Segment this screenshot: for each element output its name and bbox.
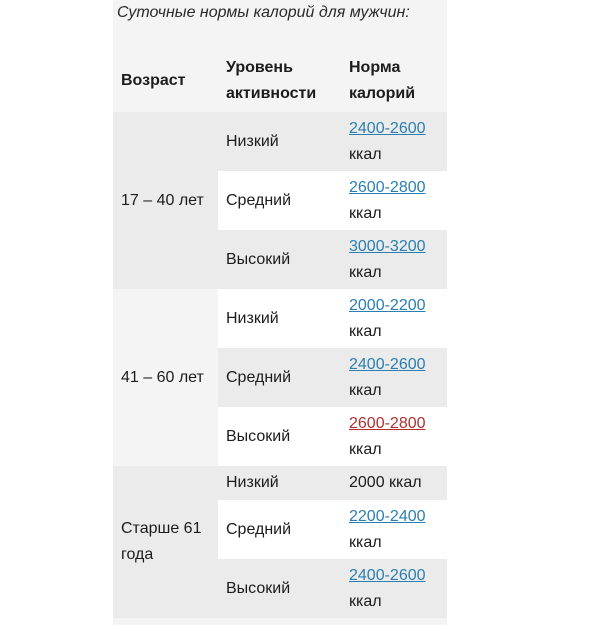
norm-cell xyxy=(341,289,447,348)
calorie-range-link[interactable]: 2400-2600 xyxy=(349,355,426,373)
calorie-range-link[interactable]: 2400-2600 xyxy=(349,566,426,584)
activity-cell: Высокий xyxy=(218,559,341,618)
activity-cell: Высокий xyxy=(218,230,341,289)
calorie-range-link[interactable]: 2600-2800 xyxy=(349,414,426,432)
header-norm-line1: Норма xyxy=(349,59,401,76)
table-caption: Суточные нормы калорий для мужчин: xyxy=(117,4,410,21)
calorie-range-link[interactable]: 2200-2400 xyxy=(349,507,426,525)
unit-label: ккал xyxy=(349,263,382,281)
norm-cell xyxy=(341,407,447,466)
calorie-range-link[interactable]: 3000-3200 xyxy=(349,237,426,255)
norm-cell xyxy=(341,348,447,407)
activity-cell: Средний xyxy=(218,500,341,559)
norm-cell xyxy=(341,230,447,289)
calorie-range-link[interactable]: 2400-2600 xyxy=(349,119,426,137)
calorie-table xyxy=(113,50,447,618)
unit-label: ккал xyxy=(349,381,382,399)
header-norm-line2: калорий xyxy=(349,85,416,102)
unit-label: ккал xyxy=(349,533,382,551)
calorie-range-link[interactable]: 2600-2800 xyxy=(349,178,426,196)
activity-cell: Высокий xyxy=(218,407,341,466)
activity-cell: Низкий xyxy=(218,466,341,500)
norm-cell xyxy=(341,559,447,618)
activity-cell: Низкий xyxy=(218,289,341,348)
age-line1: Старше 61 xyxy=(121,520,202,537)
age-cell-61-plus xyxy=(113,466,218,618)
header-activity-line2: активности xyxy=(226,85,317,102)
table-row xyxy=(113,466,447,500)
norm-cell xyxy=(341,171,447,230)
unit-label: ккал xyxy=(349,204,382,222)
table-row xyxy=(113,112,447,171)
activity-cell: Средний xyxy=(218,171,341,230)
unit-label: ккал xyxy=(349,592,382,610)
header-activity-line1: Уровень xyxy=(226,59,293,76)
header-age: Возраст xyxy=(113,50,218,112)
norm-cell: 2000 ккал xyxy=(341,466,447,500)
unit-label: ккал xyxy=(349,322,382,340)
age-line2: года xyxy=(121,546,154,563)
activity-cell: Низкий xyxy=(218,112,341,171)
header-activity xyxy=(218,50,341,112)
norm-cell xyxy=(341,500,447,559)
age-cell-17-40: 17 – 40 лет xyxy=(113,112,218,289)
norm-cell xyxy=(341,112,447,171)
unit-label: ккал xyxy=(349,145,382,163)
header-row xyxy=(113,50,447,112)
header-norm xyxy=(341,50,447,112)
unit-label: ккал xyxy=(349,440,382,458)
calorie-range-link[interactable]: 2000-2200 xyxy=(349,296,426,314)
table-row xyxy=(113,289,447,348)
age-cell-41-60: 41 – 60 лет xyxy=(113,289,218,466)
activity-cell: Средний xyxy=(218,348,341,407)
